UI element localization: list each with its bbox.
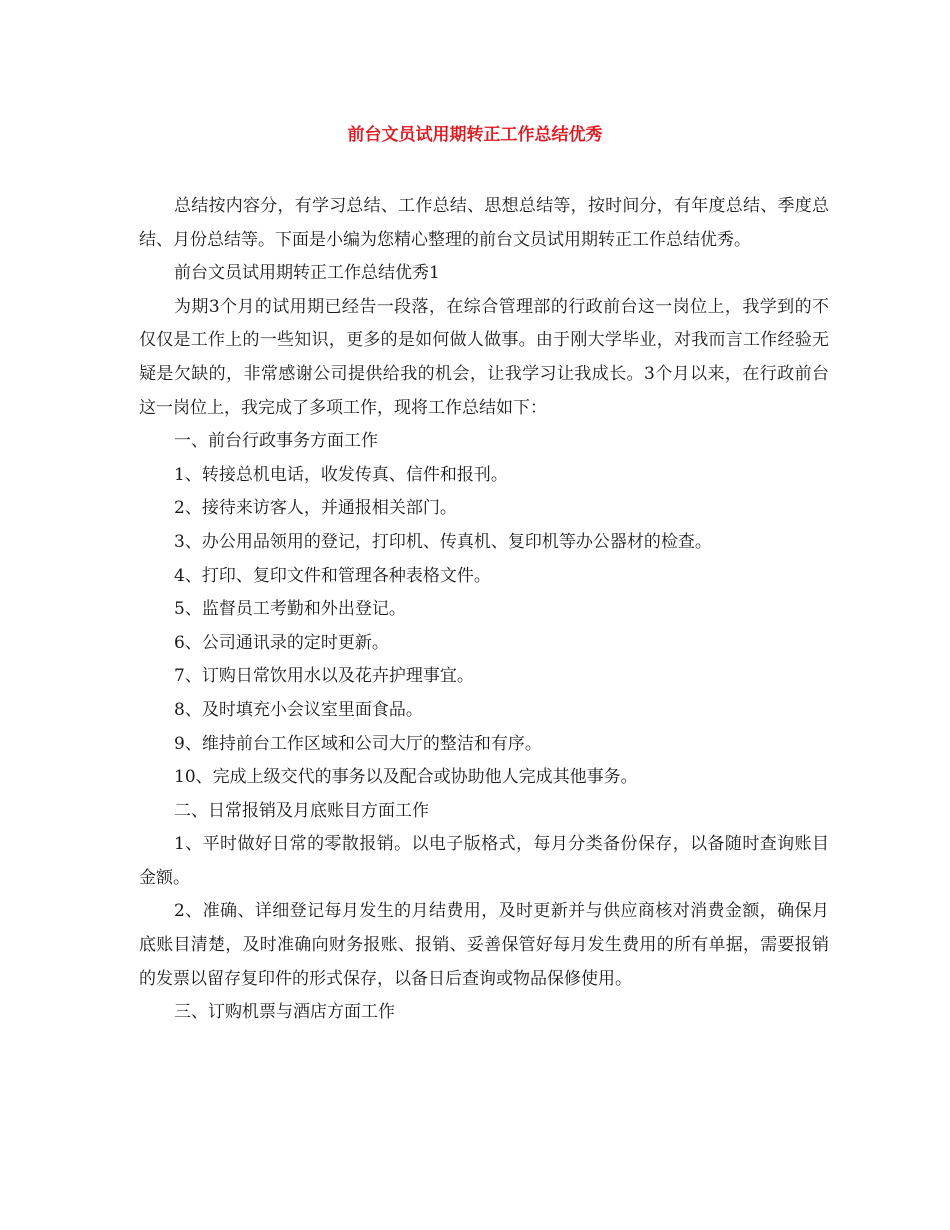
paragraph: 2、准确、详细登记每月发生的月结费用，及时更新并与供应商核对消费金额，确保月底账目清楚，及时准确向财务报账、报销、妥善保管好每月发生费用的所有单据，需要报销的发票以留存复印件的形式保存，以备日后查询或物品保修使用。 <box>139 901 829 989</box>
paragraph: 三、订购机票与酒店方面工作 <box>174 1002 395 1023</box>
paragraph: 7、订购日常饮用水以及花卉护理事宜。 <box>174 666 474 687</box>
paragraph: 6、公司通讯录的定时更新。 <box>174 632 389 653</box>
document-body <box>139 190 829 1030</box>
paragraph: 10、完成上级交代的事务以及配合或协助他人完成其他事务。 <box>174 767 638 788</box>
paragraph: 3、办公用品领用的登记，打印机、传真机、复印机等办公器材的检查。 <box>174 531 712 552</box>
paragraph: 前台文员试用期转正工作总结优秀1 <box>174 263 440 284</box>
paragraph: 8、及时填充小会议室里面食品。 <box>174 699 423 720</box>
paragraph: 2、接待来访客人，并通报相关部门。 <box>174 498 457 519</box>
paragraph: 9、维持前台工作区域和公司大厅的整洁和有序。 <box>174 733 542 754</box>
paragraph: 为期3个月的试用期已经告一段落，在综合管理部的行政前台这一岗位上，我学到的不仅仅是工作上的一些知识，更多的是如何做人做事。由于刚大学毕业，对我而言工作经验无疑是欠缺的，非常感谢公司提供给我的机会，让我学习让我成长。3个月以来，在行政前台这一岗位上，我完成了多项工作，现将工作总结如下： <box>139 296 829 418</box>
paragraph: 1、平时做好日常的零散报销。以电子版格式，每月分类备份保存，以备随时查询账目金额。 <box>139 834 829 888</box>
paragraph: 总结按内容分，有学习总结、工作总结、思想总结等，按时间分，有年度总结、季度总结、月份总结等。下面是小编为您精心整理的前台文员试用期转正工作总结优秀。 <box>139 196 829 250</box>
document-title: 前台文员试用期转正工作总结优秀 <box>347 125 603 145</box>
paragraph: 二、日常报销及月底账目方面工作 <box>174 800 429 821</box>
paragraph: 一、前台行政事务方面工作 <box>174 431 378 452</box>
paragraph: 1、转接总机电话，收发传真、信件和报刊。 <box>174 464 508 485</box>
paragraph: 4、打印、复印文件和管理各种表格文件。 <box>174 565 491 586</box>
paragraph: 5、监督员工考勤和外出登记。 <box>174 599 406 620</box>
